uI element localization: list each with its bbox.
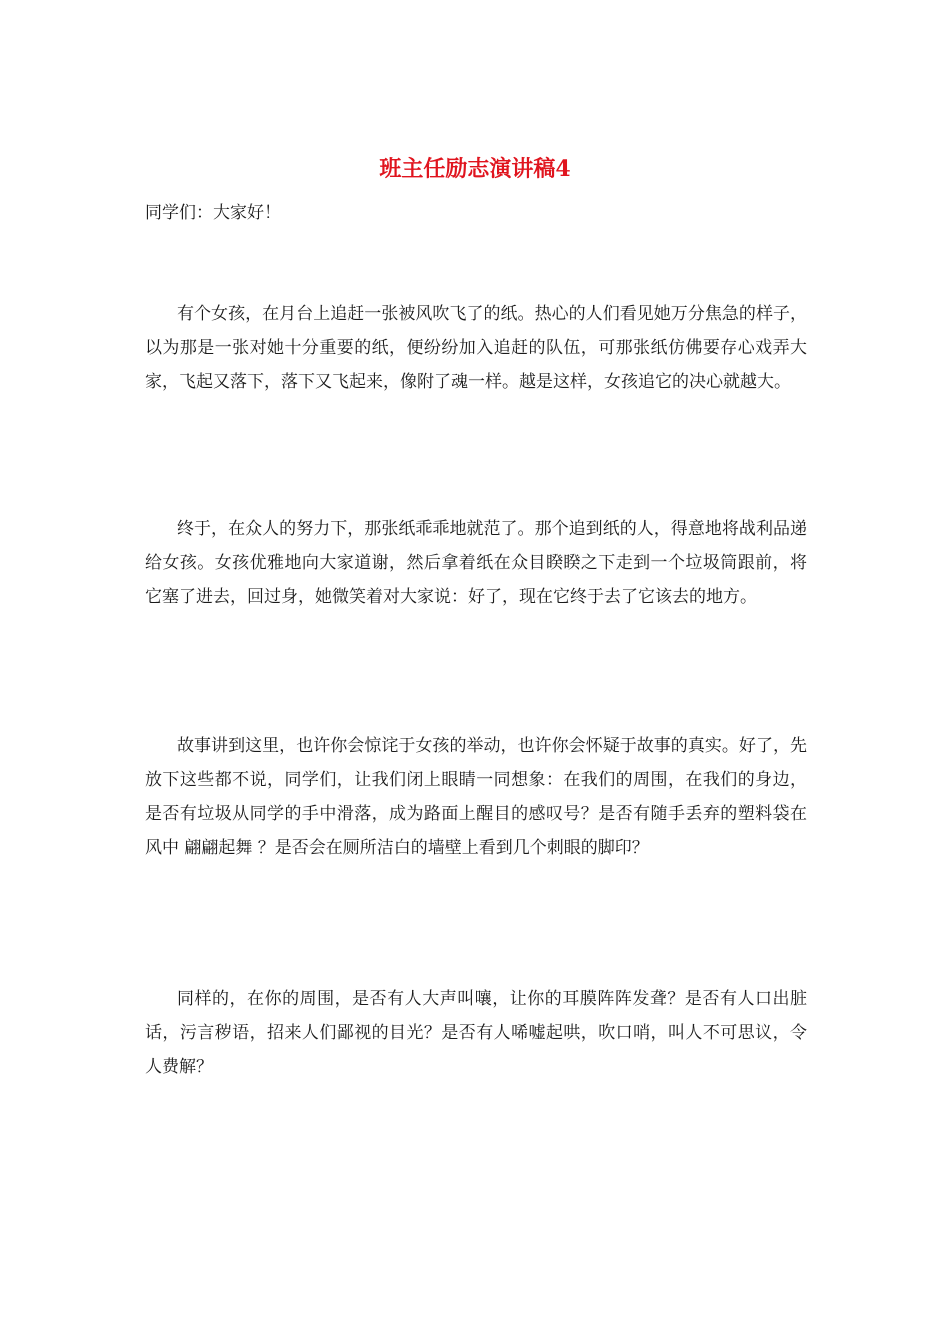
document-title: 班主任励志演讲稿4 [379,156,571,182]
greeting: 同学们：大家好！ [145,203,281,223]
paragraph-2: 终于，在众人的努力下，那张纸乖乖地就范了。那个追到纸的人，得意地将战利品递给女孩。女孩优雅地向大家道谢，然后拿着纸在众目睽睽之下走到一个垃圾筒跟前，将它塞了进去，回过身，她微笑着对大家说：好了，现在它终于去了它该去的地方。 [145,519,807,607]
paragraph-4: 同样的，在你的周围，是否有人大声叫嚷，让你的耳膜阵阵发聋？是否有人口出脏话，污言秽语，招来人们鄙视的目光？是否有人唏嘘起哄，吹口哨，叫人不可思议，令人费解？ [145,989,807,1077]
paragraph-3: 故事讲到这里，也许你会惊诧于女孩的举动，也许你会怀疑于故事的真实。好了，先放下这些都不说，同学们，让我们闭上眼睛一同想象：在我们的周围，在我们的身边，是否有垃圾从同学的手中滑落，成为路面上醒目的感叹号？是否有随手丢弃的塑料袋在风中 翩翩起舞 ？是否会在厕所洁白的墙壁上看到几个刺眼的脚印？ [145,736,807,858]
paragraph-1: 有个女孩，在月台上追赶一张被风吹飞了的纸。热心的人们看见她万分焦急的样子，以为那是一张对她十分重要的纸，便纷纷加入追赶的队伍，可那张纸仿佛要存心戏弄大家，飞起又落下，落下又飞起来，像附了魂一样。越是这样，女孩追它的决心就越大。 [145,304,807,392]
